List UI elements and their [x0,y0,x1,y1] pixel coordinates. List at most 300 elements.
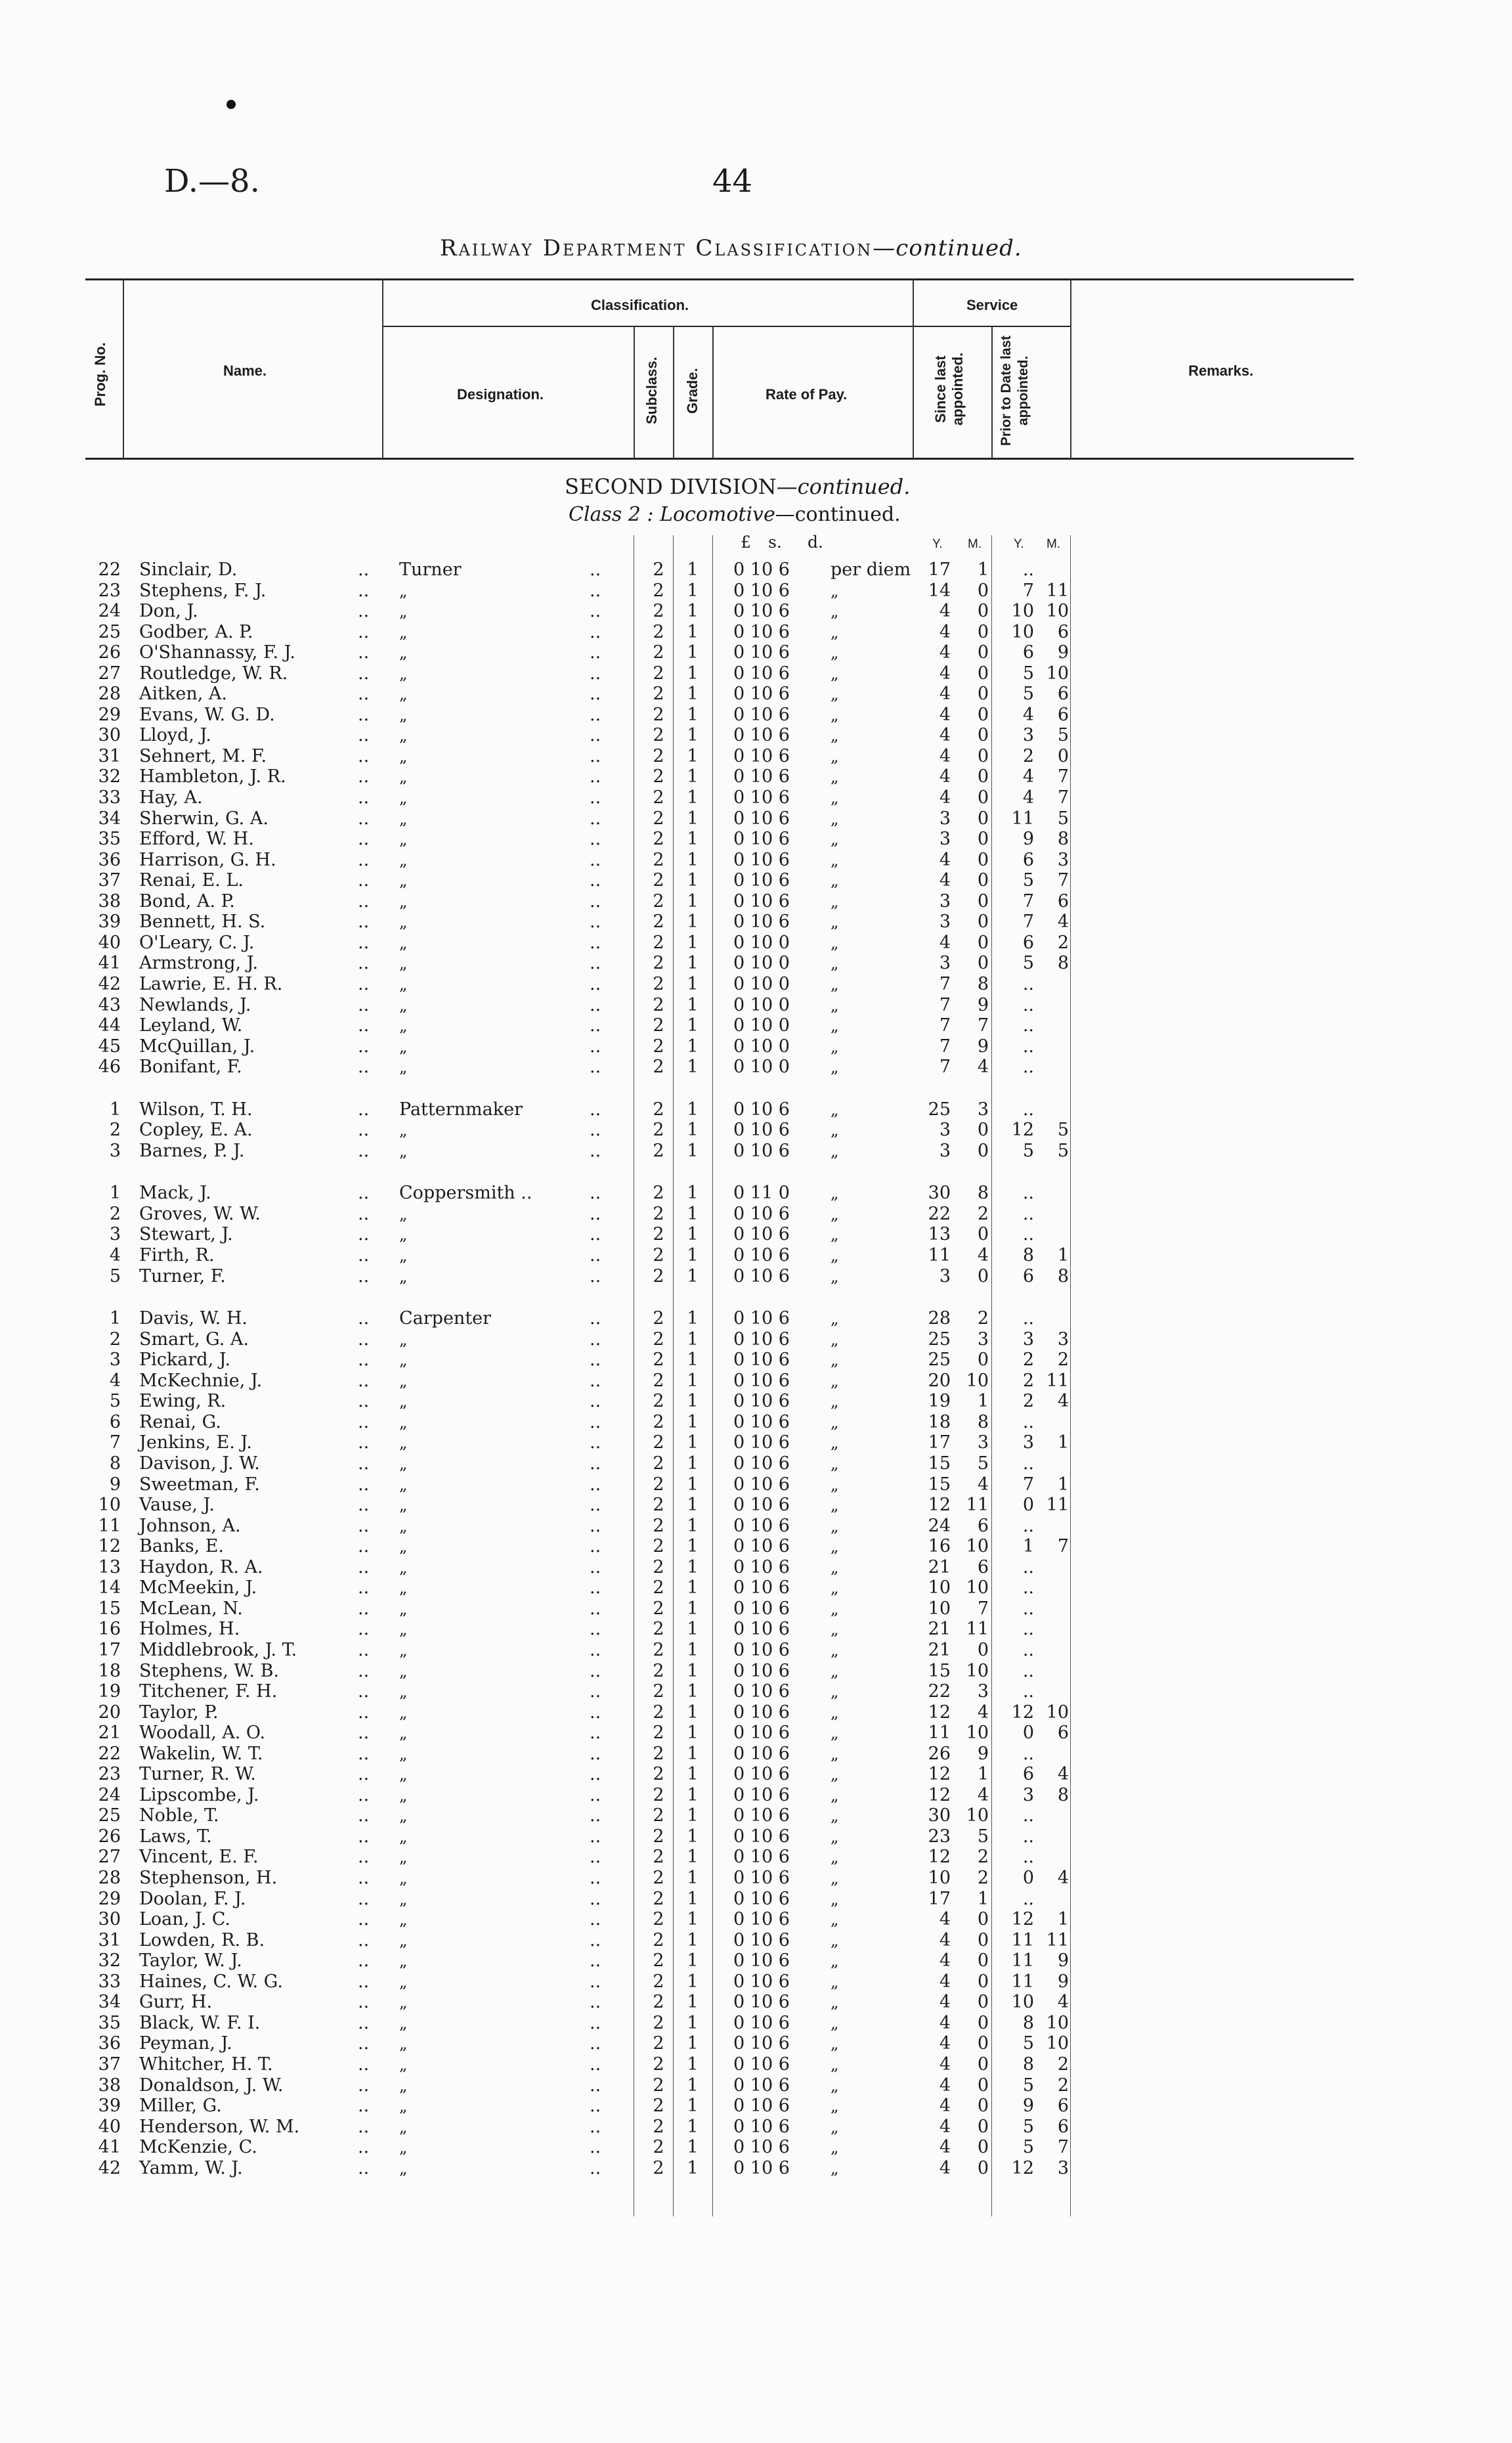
leader-dots: .. [590,1015,601,1036]
col-header-remarks: Remarks. [1188,363,1254,379]
cell-designation: „ [399,1205,408,1223]
col-header-grade: Grade. [684,368,701,414]
printer-mark-dot [227,100,236,109]
cell-prog-no: 10 [98,1495,121,1515]
leader-dots: .. [358,933,370,953]
cell-name: Banks, E. [139,1536,225,1556]
cell-grade: 1 [687,1826,699,1847]
cell-since-years: 12 [928,1847,951,1867]
cell-rate-of-pay: 0 10 0 [733,1057,790,1077]
unit-shillings: s. [768,533,782,552]
leader-dots: .. [590,1536,601,1556]
cell-subclass: 2 [653,912,664,932]
cell-prog-no: 8 [109,1453,121,1474]
cell-prog-no: 36 [98,850,121,870]
cell-pay-unit: „ [831,830,839,848]
leader-dots: .. [358,829,370,849]
cell-since-months: 0 [977,725,989,745]
cell-since-months: 4 [977,1785,989,1805]
table-row [0,1847,1512,1867]
col-header-subclass: Subclass. [643,357,660,425]
cell-since-months: 10 [966,1371,989,1391]
cell-since-years: 25 [928,1350,951,1370]
col-header-rate-of-pay: Rate of Pay. [766,386,848,403]
leader-dots: .. [358,1516,370,1536]
cell-since-years: 4 [939,1971,951,1992]
header-divider [382,279,383,458]
cell-name: Copley, E. A. [139,1120,253,1140]
cell-grade: 1 [687,1744,699,1764]
cell-prog-no: 18 [98,1661,121,1681]
cell-prior-years: .. [1022,1744,1034,1764]
leader-dots: .. [358,2137,370,2157]
table-row [0,2159,1512,2178]
cell-name: Titchener, F. H. [139,1681,278,1702]
cell-since-months: 0 [977,1930,989,1950]
cell-grade: 1 [687,663,699,684]
table-row [0,1413,1512,1432]
cell-prior-months: 10 [1046,601,1069,621]
cell-since-years: 30 [928,1183,951,1203]
cell-pay-unit: „ [831,1993,839,2012]
cell-since-years: 25 [928,1099,951,1120]
cell-prog-no: 1 [109,1099,121,1120]
table-row [0,850,1512,870]
cell-pay-unit: „ [831,2035,839,2053]
cell-name: Taylor, P. [139,1702,219,1723]
cell-name: Firth, R. [139,1245,215,1266]
leader-dots: .. [590,581,601,601]
cell-grade: 1 [687,684,699,704]
leader-dots: .. [358,1099,370,1120]
cell-since-years: 3 [939,891,951,912]
cell-name: Bonifant, F. [139,1057,242,1077]
cell-prior-years: .. [1022,995,1034,1015]
cell-grade: 1 [687,2096,699,2116]
leader-dots: .. [590,2158,601,2178]
cell-name: Yamm, W. J. [139,2158,243,2178]
cell-rate-of-pay: 0 10 6 [733,1141,790,1161]
cell-grade: 1 [687,2013,699,2033]
cell-pay-unit: „ [831,1600,839,1618]
leader-dots: .. [358,1120,370,1140]
cell-prior-years: 3 [1022,725,1034,745]
leader-dots: .. [590,1577,601,1598]
cell-designation: „ [399,2097,408,2115]
cell-prior-months: 8 [1057,829,1069,849]
cell-prog-no: 32 [98,1950,121,1971]
cell-rate-of-pay: 0 10 6 [733,1598,790,1619]
leader-dots: .. [590,850,601,870]
cell-since-months: 9 [977,995,989,1015]
cell-prior-years: .. [1022,1183,1034,1203]
table-row [0,2096,1512,2116]
cell-name: Stephens, W. B. [139,1661,280,1681]
table-row [0,1141,1512,1161]
leader-dots: .. [358,1183,370,1203]
table-row [0,1392,1512,1411]
cell-designation: „ [399,934,408,952]
cell-since-years: 7 [939,1036,951,1057]
cell-prog-no: 24 [98,1785,121,1805]
cell-name: Evans, W. G. D. [139,705,275,725]
cell-grade: 1 [687,1516,699,1536]
leader-dots: .. [590,1266,601,1287]
leader-dots: .. [358,2096,370,2116]
table-row [0,1723,1512,1743]
cell-designation: „ [399,1267,408,1286]
leader-dots: .. [358,642,370,663]
cell-rate-of-pay: 0 10 6 [733,870,790,891]
cell-pay-unit: „ [831,1413,839,1432]
cell-since-months: 9 [977,1744,989,1764]
cell-prior-years: 5 [1022,2137,1034,2157]
leader-dots: .. [358,1474,370,1495]
cell-rate-of-pay: 0 10 6 [733,2054,790,2075]
cell-since-months: 1 [977,1764,989,1784]
leader-dots: .. [358,746,370,766]
cell-grade: 1 [687,1183,699,1203]
cell-grade: 1 [687,1329,699,1350]
table-row [0,560,1512,580]
leader-dots: .. [358,953,370,973]
cell-prog-no: 1 [109,1183,121,1203]
cell-prior-months: 2 [1057,933,1069,953]
cell-since-months: 3 [977,1099,989,1120]
cell-name: Miller, G. [139,2096,222,2116]
cell-prog-no: 44 [98,1015,121,1036]
leader-dots: .. [358,1723,370,1743]
cell-subclass: 2 [653,1391,664,1411]
cell-prior-years: 11 [1011,1950,1034,1971]
cell-subclass: 2 [653,808,664,829]
cell-prior-months: 6 [1057,684,1069,704]
cell-prior-months: 0 [1057,746,1069,766]
cell-rate-of-pay: 0 10 6 [733,1308,790,1329]
table-row [0,1931,1512,1950]
cell-subclass: 2 [653,2033,664,2054]
cell-pay-unit: „ [831,1372,839,1390]
leader-dots: .. [358,1266,370,1287]
cell-designation: „ [399,1142,408,1160]
cell-pay-unit: „ [831,1517,839,1535]
cell-subclass: 2 [653,1183,664,1203]
table-row [0,1037,1512,1057]
cell-prog-no: 40 [98,933,121,953]
cell-designation: „ [399,2056,408,2074]
cell-pay-unit: „ [831,1184,839,1202]
cell-prior-months: 5 [1057,1120,1069,1140]
table-row [0,705,1512,725]
cell-prog-no: 43 [98,995,121,1015]
leader-dots: .. [590,1930,601,1950]
cell-rate-of-pay: 0 10 6 [733,891,790,912]
cell-subclass: 2 [653,2013,664,2033]
cell-rate-of-pay: 0 10 6 [733,1536,790,1556]
cell-name: Doolan, F. J. [139,1889,246,1909]
cell-designation: „ [399,706,408,724]
cell-name: O'Shannassy, F. J. [139,642,295,663]
cell-rate-of-pay: 0 10 6 [733,1391,790,1411]
cell-designation: „ [399,623,408,642]
page-title-suffix: —continued. [873,235,1022,261]
cell-grade: 1 [687,829,699,849]
cell-prior-years: .. [1022,1036,1034,1057]
cell-prog-no: 1 [109,1308,121,1329]
cell-pay-unit: „ [831,975,839,994]
cell-rate-of-pay: 0 10 6 [733,1474,790,1495]
table-row [0,1057,1512,1077]
leader-dots: .. [590,1204,601,1224]
cell-name: Renai, G. [139,1412,221,1432]
leader-dots: .. [358,1930,370,1950]
cell-rate-of-pay: 0 10 6 [733,2158,790,2178]
leader-dots: .. [590,622,601,642]
cell-pay-unit: „ [831,1786,839,1805]
cell-prog-no: 46 [98,1057,121,1077]
cell-prior-months: 4 [1057,1391,1069,1411]
cell-pay-unit: „ [831,810,839,828]
cell-designation: „ [399,1331,408,1349]
cell-designation: „ [399,954,408,973]
cell-designation: „ [399,1890,408,1908]
cell-prior-years: .. [1022,1057,1034,1077]
cell-rate-of-pay: 0 10 6 [733,1245,790,1266]
cell-since-years: 4 [939,1930,951,1950]
cell-prog-no: 2 [109,1120,121,1140]
leader-dots: .. [358,1702,370,1723]
cell-subclass: 2 [653,1723,664,1743]
cell-prior-years: 11 [1011,1971,1034,1992]
leader-dots: .. [358,1577,370,1598]
leader-dots: .. [590,2054,601,2075]
cell-grade: 1 [687,912,699,932]
cell-since-months: 0 [977,2013,989,2033]
cell-subclass: 2 [653,1640,664,1660]
cell-grade: 1 [687,974,699,994]
cell-since-months: 8 [977,1183,989,1203]
cell-subclass: 2 [653,581,664,601]
cell-since-months: 1 [977,1889,989,1909]
cell-since-months: 4 [977,1474,989,1495]
leader-dots: .. [590,829,601,849]
leader-dots: .. [590,1057,601,1077]
cell-pay-unit: „ [831,1848,839,1866]
cell-pay-unit: „ [831,1683,839,1701]
cell-since-years: 3 [939,1120,951,1140]
cell-rate-of-pay: 0 10 6 [733,1224,790,1244]
cell-prior-years: .. [1022,1308,1034,1329]
leader-dots: .. [590,663,601,684]
leader-dots: .. [590,1432,601,1453]
cell-rate-of-pay: 0 10 0 [733,1036,790,1057]
table-row [0,1475,1512,1495]
cell-designation: „ [399,892,408,911]
cell-since-months: 8 [977,974,989,994]
cell-designation: „ [399,1058,408,1076]
table-row [0,643,1512,663]
class-prefix: Class 2 : [569,503,660,526]
cell-prog-no: 28 [98,684,121,704]
leader-dots: .. [590,1619,601,1639]
cell-grade: 1 [687,746,699,766]
table-row [0,2014,1512,2033]
leader-dots: .. [590,1412,601,1432]
cell-name: Newlands, J. [139,995,251,1015]
cell-subclass: 2 [653,2137,664,2157]
cell-rate-of-pay: 0 10 6 [733,1577,790,1598]
cell-since-years: 15 [928,1453,951,1474]
cell-rate-of-pay: 0 10 6 [733,1120,790,1140]
cell-name: Pickard, J. [139,1350,231,1370]
table-row [0,933,1512,953]
cell-prog-no: 29 [98,705,121,725]
cell-grade: 1 [687,1308,699,1329]
cell-since-months: 11 [966,1495,989,1515]
leader-dots: .. [358,1453,370,1474]
cell-since-months: 0 [977,933,989,953]
table-row [0,1016,1512,1036]
cell-subclass: 2 [653,1120,664,1140]
leader-dots: .. [358,1640,370,1660]
page-title [440,235,1022,261]
cell-since-years: 4 [939,2054,951,2075]
table-row [0,1972,1512,1992]
cell-since-months: 4 [977,1245,989,1266]
page-number: 44 [712,163,753,200]
cell-prog-no: 30 [98,1909,121,1929]
leader-dots: .. [358,1744,370,1764]
table-row [0,1744,1512,1764]
cell-grade: 1 [687,1432,699,1453]
cell-grade: 1 [687,1120,699,1140]
cell-prog-no: 41 [98,2137,121,2157]
cell-rate-of-pay: 0 10 0 [733,974,790,994]
cell-rate-of-pay: 0 10 6 [733,1640,790,1660]
cell-rate-of-pay: 0 10 6 [733,1889,790,1909]
cell-since-years: 22 [928,1681,951,1702]
cell-prior-years: 10 [1011,1992,1034,2012]
cell-pay-unit: „ [831,1890,839,1908]
cell-prog-no: 38 [98,2075,121,2096]
cell-designation: „ [399,1952,408,1970]
leader-dots: .. [358,1681,370,1702]
cell-since-years: 7 [939,995,951,1015]
cell-since-years: 4 [939,622,951,642]
leader-dots: .. [590,601,601,621]
cell-since-years: 15 [928,1474,951,1495]
cell-grade: 1 [687,2158,699,2178]
cell-designation: „ [399,665,408,683]
cell-rate-of-pay: 0 10 6 [733,2137,790,2157]
leader-dots: .. [358,1950,370,1971]
cell-grade: 1 [687,2033,699,2054]
cell-designation: „ [399,2014,408,2033]
leader-dots: .. [590,1453,601,1474]
cell-rate-of-pay: 0 10 6 [733,766,790,787]
cell-since-years: 10 [928,1598,951,1619]
leader-dots: .. [590,1516,601,1536]
cell-grade: 1 [687,933,699,953]
cell-grade: 1 [687,1785,699,1805]
cell-since-months: 10 [966,1805,989,1826]
cell-grade: 1 [687,995,699,1015]
cell-name: Sweetman, F. [139,1474,260,1495]
leader-dots: .. [358,601,370,621]
cell-since-years: 11 [928,1723,951,1743]
cell-prior-years: 5 [1022,663,1034,684]
cell-rate-of-pay: 0 10 6 [733,1847,790,1867]
leader-dots: .. [590,1723,601,1743]
cell-designation: „ [399,2159,408,2178]
cell-prior-months: 9 [1057,642,1069,663]
cell-designation: „ [399,1662,408,1681]
cell-since-months: 0 [977,2117,989,2137]
cell-pay-unit: „ [831,1620,839,1639]
cell-name: Sehnert, M. F. [139,746,267,766]
cell-designation: „ [399,1476,408,1494]
cell-rate-of-pay: 0 10 6 [733,2033,790,2054]
cell-grade: 1 [687,1661,699,1681]
cell-prior-months: 1 [1057,1432,1069,1453]
cell-rate-of-pay: 0 10 6 [733,808,790,829]
cell-subclass: 2 [653,1266,664,1287]
cell-since-months: 0 [977,1909,989,1929]
cell-designation: „ [399,996,408,1015]
cell-pay-unit: „ [831,1392,839,1411]
cell-rate-of-pay: 0 10 0 [733,953,790,973]
leader-dots: .. [358,1412,370,1432]
cell-designation: „ [399,1392,408,1411]
header-divider [1070,279,1071,458]
cell-grade: 1 [687,581,699,601]
cell-pay-unit: „ [831,1641,839,1660]
leader-dots: .. [590,1909,601,1929]
table-row [0,1662,1512,1681]
cell-prog-no: 39 [98,2096,121,2116]
cell-subclass: 2 [653,1057,664,1077]
cell-grade: 1 [687,601,699,621]
cell-since-months: 4 [977,1702,989,1723]
cell-since-months: 10 [966,1661,989,1681]
cell-since-months: 0 [977,953,989,973]
cell-name: McKechnie, J. [139,1371,263,1391]
col-header-classification: Classification. [591,297,689,313]
cell-subclass: 2 [653,1036,664,1057]
unit-months-prior: M. [1047,537,1061,551]
cell-designation: „ [399,1600,408,1618]
cell-pay-unit: „ [831,1058,839,1076]
cell-subclass: 2 [653,1992,664,2012]
table-row [0,975,1512,994]
leader-dots: .. [358,2075,370,2096]
cell-designation: Turner [399,560,462,580]
cell-since-years: 4 [939,1909,951,1929]
cell-prior-months: 4 [1057,1868,1069,1888]
leader-dots: .. [358,581,370,601]
cell-prior-years: 6 [1022,1266,1034,1287]
cell-grade: 1 [687,787,699,808]
leader-dots: .. [590,2096,601,2116]
cell-prior-years: .. [1022,1598,1034,1619]
cell-subclass: 2 [653,560,664,580]
cell-since-years: 4 [939,684,951,704]
cell-prior-months: 1 [1057,1474,1069,1495]
cell-prior-years: .. [1022,1681,1034,1702]
cell-pay-unit: „ [831,1101,839,1119]
cell-rate-of-pay: 0 10 0 [733,1015,790,1036]
cell-since-years: 4 [939,2013,951,2033]
